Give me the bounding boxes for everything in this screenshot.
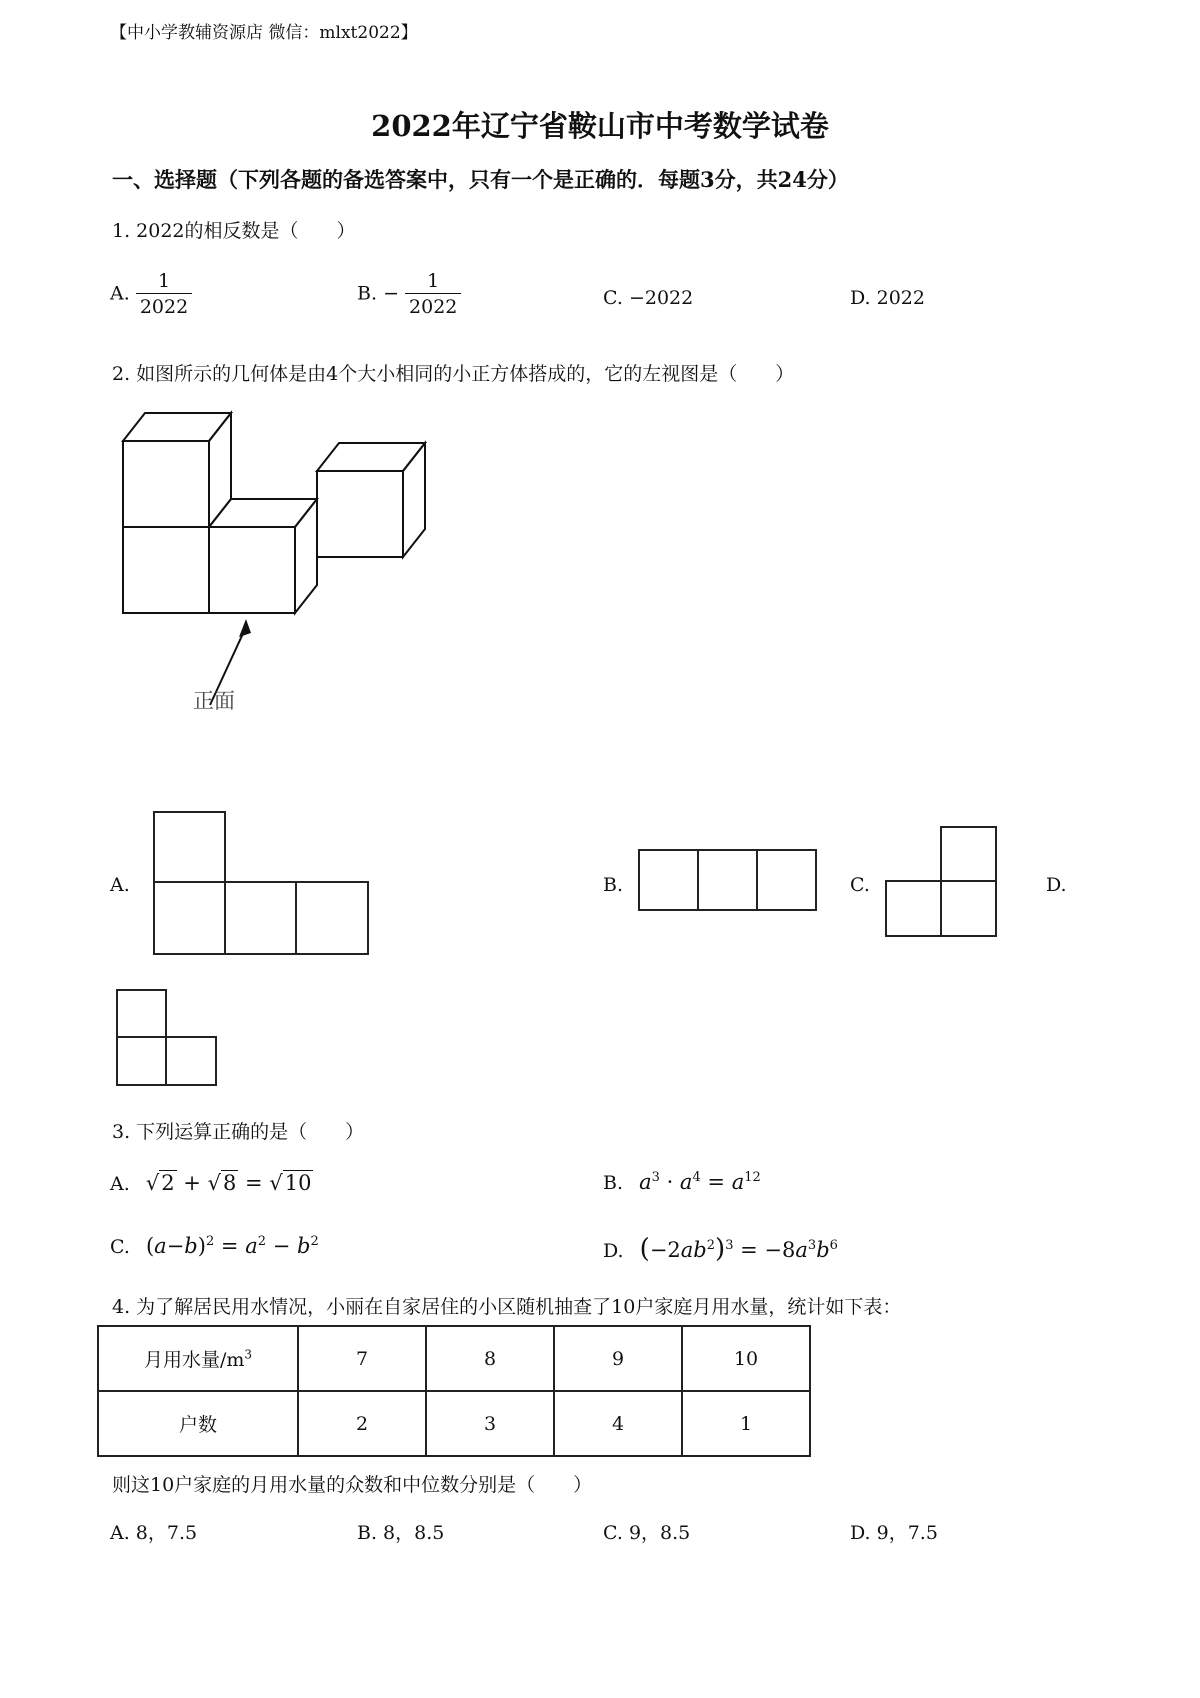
table-header-usage [98, 1326, 298, 1391]
q3-option-a-label: A. [110, 1173, 130, 1195]
q3-a-radicand-1: 2 [161, 1171, 175, 1195]
q2-option-b-figure[interactable] [637, 848, 819, 912]
q4-option-a[interactable]: A. 8，7.5 [110, 1522, 198, 1544]
usage-unit: m [226, 1349, 245, 1371]
q1-option-a-numerator: 1 [157, 270, 171, 292]
q3-option-d-label: D. [603, 1240, 624, 1262]
q2-option-a-label[interactable]: A. [110, 874, 130, 896]
table-row [98, 1391, 810, 1456]
q1-option-b-fraction [405, 270, 461, 319]
cube-stack-figure [115, 405, 435, 725]
table-cell: 9 [554, 1326, 682, 1391]
q3-a-radicand-3: 10 [284, 1171, 312, 1195]
cube-front-face [209, 527, 295, 613]
sqrt-icon: √ [145, 1171, 160, 1195]
usage-header-text: 月用水量/ [143, 1349, 227, 1371]
front-arrowhead-icon [239, 619, 251, 637]
q4-option-b[interactable]: B. 8，8.5 [357, 1522, 445, 1544]
cube-front-face [123, 527, 209, 613]
table-cell: 7 [298, 1326, 426, 1391]
question-4-stem: 4. 为了解居民用水情况，小丽在自家居住的小区随机抽查了10户家庭月用水量，统计如下表： [112, 1296, 902, 1318]
q1-option-d[interactable]: D. 2022 [850, 287, 925, 309]
q3-option-b-expression: $a^3 \cdot a^4 = a^{12}$ [639, 1170, 761, 1194]
q2-option-b-label[interactable]: B. [603, 874, 624, 896]
question-2-stem: 2. 如图所示的几何体是由4个大小相同的小正方体搭成的，它的左视图是（ ） [112, 363, 795, 385]
table-cell: 10 [682, 1326, 810, 1391]
cube-front-face [123, 441, 209, 527]
q4-option-d[interactable]: D. 9，7.5 [850, 1522, 938, 1544]
q3-option-d-expression: $(-2ab^2)^3 = -8a^3b^6$ [639, 1234, 838, 1264]
front-label: 正面 [193, 689, 235, 713]
cube-top-face [123, 413, 231, 441]
q1-option-a-denominator: 2022 [136, 293, 192, 319]
cube-top-face [317, 443, 425, 471]
q3-option-a[interactable] [110, 1170, 313, 1195]
cube-side-face [295, 499, 317, 613]
q3-option-d[interactable] [603, 1234, 838, 1264]
q2-option-d-figure[interactable] [115, 988, 219, 1088]
q3-option-b[interactable] [603, 1170, 761, 1194]
sqrt-icon: √ [207, 1171, 221, 1195]
q1-option-a[interactable] [110, 270, 192, 319]
table-header-households: 户数 [98, 1391, 298, 1456]
q1-option-a-label: A. [110, 282, 130, 305]
table-cell: 8 [426, 1326, 554, 1391]
q1-option-b-label: B. [357, 282, 378, 305]
q1-option-b[interactable] [357, 270, 461, 319]
question-4-followup: 则这10户家庭的月用水量的众数和中位数分别是（ ） [112, 1474, 593, 1496]
q2-option-a-figure[interactable] [152, 810, 372, 960]
cube-side-face [403, 443, 425, 557]
cube-top-face [209, 499, 317, 527]
q4-option-c[interactable]: C. 9，8.5 [603, 1522, 691, 1544]
q1-option-b-denominator: 2022 [405, 293, 461, 319]
q2-option-d-label[interactable]: D. [1046, 874, 1067, 896]
q1-option-b-numerator: 1 [427, 270, 440, 292]
table-row [98, 1326, 810, 1391]
q2-option-c-figure[interactable] [884, 825, 1000, 939]
q1-option-b-sign: − [383, 282, 399, 305]
table-cell: 1 [682, 1391, 810, 1456]
question-1-stem: 1. 2022的相反数是（ ） [112, 220, 356, 242]
page-title: 2022年辽宁省鞍山市中考数学试卷 [371, 109, 829, 143]
q2-option-c-label[interactable]: C. [850, 874, 870, 896]
table-cell: 4 [554, 1391, 682, 1456]
q3-a-radicand-2: 8 [222, 1171, 237, 1195]
water-usage-table [97, 1325, 811, 1457]
section-heading: 一、选择题（下列各题的备选答案中，只有一个是正确的．每题3分，共24分） [112, 167, 849, 192]
header-note: 【中小学教辅资源店 微信：mlxt2022】 [110, 23, 418, 43]
q3-option-c-label: C. [110, 1236, 130, 1258]
q3-option-b-label: B. [603, 1172, 624, 1194]
cube-front-face [317, 471, 403, 557]
sqrt-icon: √ [269, 1171, 283, 1195]
q3-option-a-expression: √2 + √8 = √10 [145, 1171, 312, 1195]
cube-side-face [209, 413, 231, 527]
q3-option-c[interactable] [110, 1234, 319, 1258]
q1-option-a-fraction [136, 270, 192, 319]
table-cell: 2 [298, 1391, 426, 1456]
q1-option-c[interactable]: C. −2022 [603, 287, 694, 309]
question-3-stem: 3. 下列运算正确的是（ ） [112, 1121, 365, 1143]
q3-option-c-expression: $(a-b)^2 = a^2 - b^2$ [145, 1234, 319, 1258]
table-cell: 3 [426, 1391, 554, 1456]
usage-unit-exponent: 3 [244, 1347, 253, 1362]
